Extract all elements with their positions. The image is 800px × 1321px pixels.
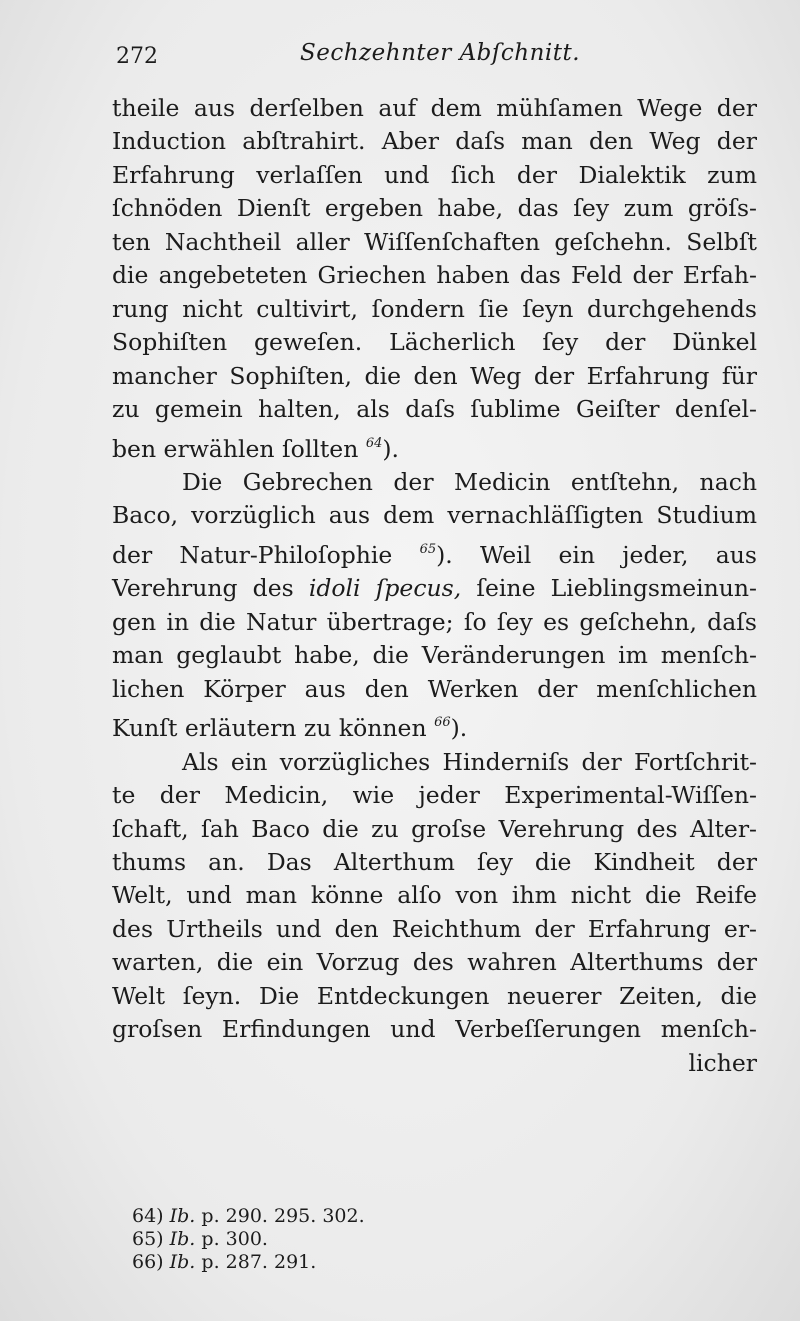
text-line: Induction abſtrahirt. Aber daſs man den Weg der <box>112 127 757 156</box>
text-line: der Natur-Philoſophie $^{65}$). Weil ein jeder, aus <box>112 540 757 569</box>
text-line: des Urtheils und den Reichthum der Erfahrung er- <box>112 914 757 943</box>
text-line: Erfahrung verlaſſen und ſich der Dialektik zum <box>112 160 757 189</box>
running-head: Sechzehnter Abſchnitt. <box>300 40 581 66</box>
paragraph-start: Die Gebrechen der Medicin entſtehn, nach <box>182 467 757 496</box>
text-line: ſchnöden Dienſt ergeben habe, das ſey zum gröſs- <box>112 194 757 223</box>
latin-phrase: idoli ſpecus, <box>308 574 462 603</box>
page-number: 272 <box>116 44 158 69</box>
text-line: lichen Körper aus den Werken der menſchlichen <box>112 674 757 703</box>
footnote-ref-66: 66 <box>434 715 451 731</box>
text-line: zu gemein halten, als daſs ſublime Geiſter denſel- <box>112 395 757 424</box>
text-line: ſchaft, ſah Baco die zu groſse Verehrung des Alter- <box>112 814 757 843</box>
paragraph-start: Als ein vorzügliches Hinderniſs der Fortſchrit- <box>182 747 757 776</box>
page-header <box>110 30 770 80</box>
footnote-ref-64: 64 <box>365 435 383 451</box>
text-line: ten Nachtheil aller Wiſſenſchaften geſchehn. Selbſt <box>112 227 757 256</box>
text-line: die angebeteten Griechen haben das Feld der Erfah- <box>112 261 757 290</box>
footnote-64: 64) Ib. p. 290. 295. 302. <box>132 1205 365 1227</box>
text-line: Sophiſten geweſen. Lächerlich ſey der Dünkel <box>112 328 757 357</box>
text-line: man geglaubt habe, die Veränderungen im menſch- <box>112 641 757 670</box>
text-line: te der Medicin, wie jeder Experimental-Wiſſen- <box>112 781 757 810</box>
text-line: groſsen Erfindungen und Verbeſſerungen menſch- <box>112 1015 757 1044</box>
footnote-66: 66) Ib. p. 287. 291. <box>132 1251 317 1273</box>
text-line: theile aus derſelben auf dem mühſamen Wege der <box>112 94 757 122</box>
text-line: Welt ſeyn. Die Entdeckungen neuerer Zeiten, die <box>112 981 757 1010</box>
footnotes <box>132 1205 532 1274</box>
text-line: warten, die ein Vorzug des wahren Alterthums der <box>112 948 757 977</box>
text-line: ben erwählen ſollten $^{64}$). <box>112 434 400 463</box>
text-line: mancher Sophiſten, die den Weg der Erfahrung für <box>112 361 757 390</box>
catchword: licher <box>688 1048 757 1077</box>
footnote-65: 65) Ib. p. 300. <box>132 1228 268 1250</box>
text-line: Baco, vorzüglich aus dem vernachläſſigten Studium <box>112 501 757 530</box>
text-line: thums an. Das Alterthum ſey die Kindheit der <box>112 847 757 876</box>
footnote-ref-65: 65 <box>419 541 437 557</box>
text-line: rung nicht cultivirt, ſondern ſie ſeyn durchgehends <box>112 294 757 323</box>
text-line: Verehrung des idoli ſpecus, ſeine Lieblingsmeinun- <box>112 574 757 603</box>
text-line: Kunſt erläutern zu können $^{66}$). <box>112 714 468 743</box>
text-line: Welt, und man könne alſo von ihm nicht die Reife <box>112 881 757 910</box>
text-line: gen in die Natur übertrage; ſo ſey es geſchehn, daſs <box>112 607 757 636</box>
main-text <box>112 92 757 1080</box>
